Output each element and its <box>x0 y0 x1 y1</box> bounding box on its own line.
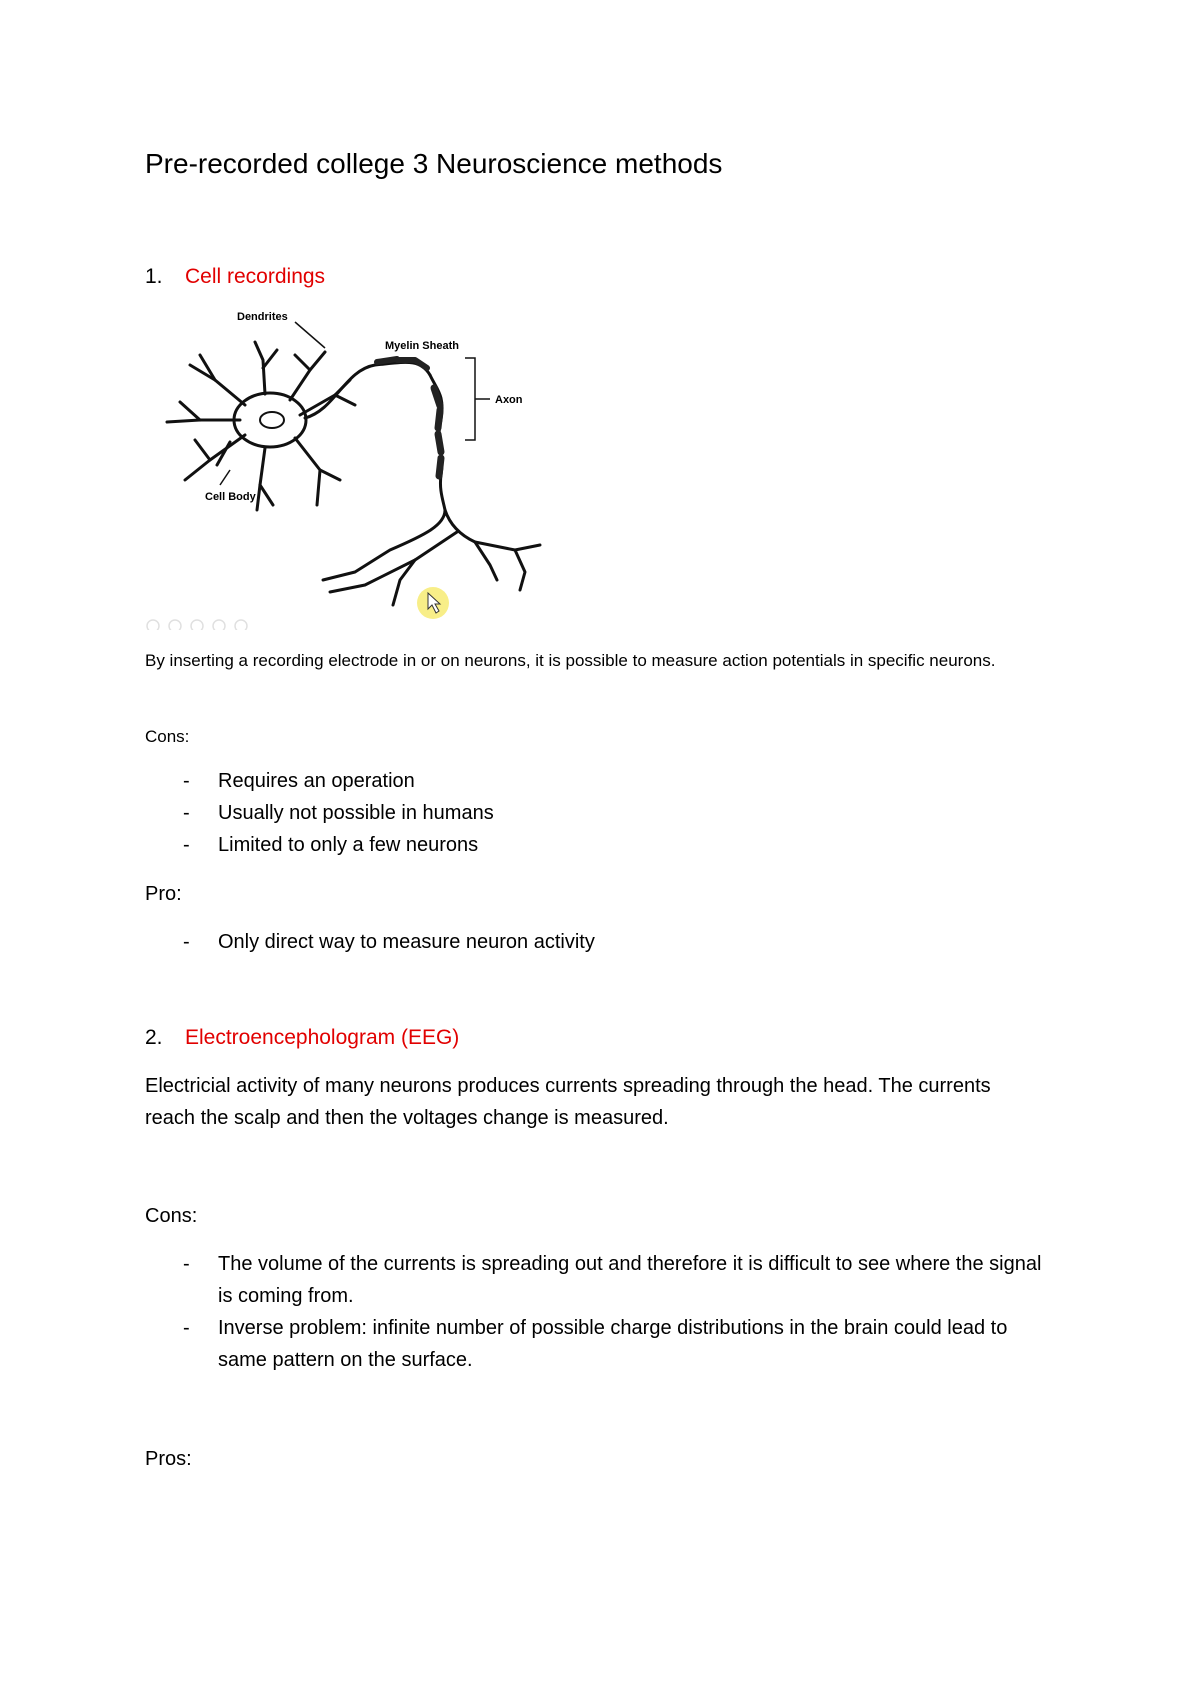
label-myelin-sheath: Myelin Sheath <box>385 340 459 352</box>
section-number: 1. <box>145 265 163 288</box>
cons-list-2 <box>145 1248 1045 1376</box>
list-item: - Inverse problem: infinite number of possible charge distributions in the brain could lead to same pattern on the surface. <box>183 1317 1008 1371</box>
label-cell-body: Cell Body <box>205 491 256 503</box>
cons-list-1 <box>145 765 1045 861</box>
faint-toolbar-icons <box>147 620 247 630</box>
list-item: - Limited to only a few neurons <box>183 834 479 856</box>
cons-label-1: Cons: <box>145 727 190 746</box>
pro-label-1: Pro: <box>145 883 182 905</box>
section-title: Cell recordings <box>185 265 326 288</box>
label-dendrites: Dendrites <box>237 311 288 323</box>
document-title: Pre-recorded college 3 Neuroscience methods <box>145 148 723 179</box>
section-heading-eeg <box>145 1026 459 1050</box>
cell-recordings-description: By inserting a recording electrode in or on neurons, it is possible to measure action potentials in specific neurons. <box>145 651 996 670</box>
section-number: 2. <box>145 1026 163 1049</box>
list-item: - Requires an operation <box>183 770 415 792</box>
eeg-description: Electricial activity of many neurons produces currents spreading through the head. The currents reach the scalp and then the voltages change is measured. <box>145 1075 991 1129</box>
section-heading-cell-recordings <box>145 265 325 289</box>
neuron-diagram <box>145 310 605 630</box>
cons-label-2: Cons: <box>145 1205 198 1227</box>
list-item: - Usually not possible in humans <box>183 802 494 824</box>
section-title: Electroencephologram (EEG) <box>185 1026 460 1049</box>
pros-label-2: Pros: <box>145 1448 192 1470</box>
list-item: - Only direct way to measure neuron activity <box>183 931 595 953</box>
list-item: - The volume of the currents is spreading out and therefore it is difficult to see where the signal is coming from. <box>183 1253 1042 1307</box>
label-axon: Axon <box>495 394 523 406</box>
pros-list-1 <box>145 926 1045 958</box>
